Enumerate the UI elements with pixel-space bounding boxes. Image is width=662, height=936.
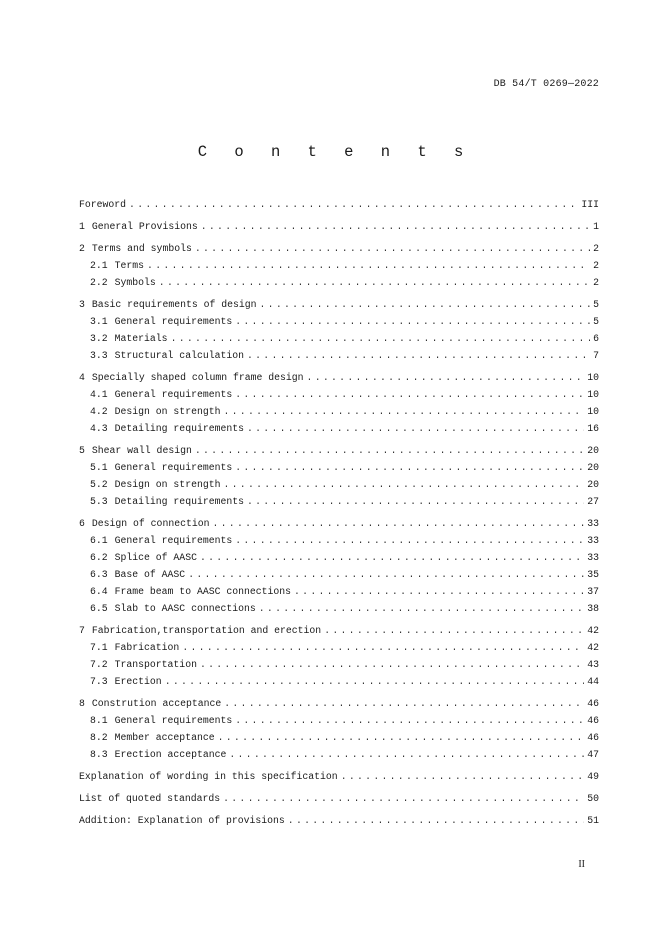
- toc-subsection-entry[interactable]: [79, 389, 599, 406]
- toc-chapter-entry[interactable]: [79, 221, 599, 238]
- toc-dot-leader: [218, 732, 585, 744]
- toc-entry-label: General requirements: [114, 462, 233, 473]
- toc-entry-page: 20: [587, 479, 599, 490]
- toc-chapter-entry[interactable]: [79, 625, 599, 642]
- toc-entry-page: III: [581, 199, 599, 210]
- toc-dot-leader: [247, 350, 590, 362]
- toc-entry-number: 4.3: [90, 423, 108, 434]
- toc-entry-label: List of quoted standards: [79, 793, 221, 804]
- toc-subsection-entry[interactable]: [79, 732, 599, 749]
- toc-subsection-entry[interactable]: [79, 333, 599, 350]
- toc-entry-page: 10: [587, 389, 599, 400]
- toc-dot-leader: [223, 793, 584, 805]
- toc-dot-leader: [212, 518, 584, 530]
- toc-dot-leader: [235, 462, 584, 474]
- toc-dot-leader: [165, 676, 585, 688]
- toc-entry-page: 44: [587, 676, 599, 687]
- toc-entry-page: 42: [587, 625, 599, 636]
- toc-entry-number: 8.2: [90, 732, 108, 743]
- toc-dot-leader: [195, 243, 590, 255]
- toc-entry-page: 46: [587, 698, 599, 709]
- toc-entry-label: Basic requirements of design: [91, 299, 257, 310]
- toc-entry-page: 2: [593, 260, 599, 271]
- toc-entry-number: 5.1: [90, 462, 108, 473]
- toc-entry-label: Design on strength: [114, 479, 221, 490]
- toc-entry-label: Structural calculation: [114, 350, 244, 361]
- toc-dot-leader: [307, 372, 585, 384]
- toc-entry-page: 35: [587, 569, 599, 580]
- toc-entry-number: 5: [79, 445, 85, 456]
- toc-entry-label: General Provisions: [91, 221, 198, 232]
- toc-entry-page: 2: [593, 243, 599, 254]
- toc-entry-number: 8: [79, 698, 85, 709]
- toc-subsection-entry[interactable]: [79, 586, 599, 603]
- toc-entry-label: Frame beam to AASC connections: [114, 586, 292, 597]
- toc-entry-number: 5.3: [90, 496, 108, 507]
- toc-dot-leader: [324, 625, 584, 637]
- toc-subsection-entry[interactable]: [79, 277, 599, 294]
- toc-entry-number: 8.1: [90, 715, 108, 726]
- toc-entry-page: 49: [587, 771, 599, 782]
- toc-entry-number: 8.3: [90, 749, 108, 760]
- toc-entry-label: General requirements: [114, 535, 233, 546]
- toc-dot-leader: [341, 771, 585, 783]
- toc-entry-number: 2.1: [90, 260, 108, 271]
- toc-dot-leader: [288, 815, 584, 827]
- toc-entry-label: Detailing requirements: [114, 496, 244, 507]
- toc-entry-page: 2: [593, 277, 599, 288]
- toc-entry-label: Erection: [114, 676, 162, 687]
- toc-entry-label: General requirements: [114, 389, 233, 400]
- toc-entry-number: 6.4: [90, 586, 108, 597]
- toc-entry-page: 47: [587, 749, 599, 760]
- toc-chapter-entry[interactable]: [79, 518, 599, 535]
- page-number: II: [578, 859, 585, 870]
- toc-entry-page: 7: [593, 350, 599, 361]
- toc-entry-page: 33: [587, 535, 599, 546]
- toc-entry-label: Transportation: [114, 659, 197, 670]
- toc-dot-leader: [235, 389, 584, 401]
- toc-entry-label: Erection acceptance: [114, 749, 227, 760]
- toc-chapter-entry[interactable]: [79, 299, 599, 316]
- toc-dot-leader: [223, 406, 584, 418]
- toc-entry-label: Materials: [114, 333, 168, 344]
- toc-subsection-entry[interactable]: [79, 569, 599, 586]
- toc-entry-page: 20: [587, 462, 599, 473]
- toc-subsection-entry[interactable]: [79, 642, 599, 659]
- toc-entry-page: 33: [587, 518, 599, 529]
- toc-entry-label: Base of AASC: [114, 569, 186, 580]
- toc-dot-leader: [129, 199, 578, 211]
- toc-entry-number: 6: [79, 518, 85, 529]
- toc-entry-page: 10: [587, 406, 599, 417]
- toc-entry-label: Detailing requirements: [114, 423, 244, 434]
- toc-entry-page: 5: [593, 316, 599, 327]
- toc-subsection-entry[interactable]: [79, 479, 599, 496]
- toc-entry-number: 3: [79, 299, 85, 310]
- toc-subsection-entry[interactable]: [79, 316, 599, 333]
- toc-chapter-entry[interactable]: [79, 815, 599, 832]
- toc-entry-page: 38: [587, 603, 599, 614]
- toc-dot-leader: [247, 496, 584, 508]
- toc-subsection-entry[interactable]: [79, 552, 599, 569]
- toc-entry-page: 43: [587, 659, 599, 670]
- toc-entry-number: 5.2: [90, 479, 108, 490]
- toc-chapter-entry[interactable]: [79, 445, 599, 462]
- toc-entry-label: General requirements: [114, 316, 233, 327]
- toc-entry-number: 4.1: [90, 389, 108, 400]
- toc-entry-label: Shear wall design: [91, 445, 192, 456]
- toc-dot-leader: [201, 221, 590, 233]
- toc-dot-leader: [200, 659, 584, 671]
- toc-entry-label: Slab to AASC connections: [114, 603, 256, 614]
- toc-entry-label: Fabrication,transportation and erection: [91, 625, 322, 636]
- toc-dot-leader: [235, 316, 590, 328]
- toc-chapter-entry[interactable]: [79, 243, 599, 260]
- toc-entry-label: Member acceptance: [114, 732, 215, 743]
- table-of-contents: [79, 199, 599, 832]
- toc-entry-page: 37: [587, 586, 599, 597]
- toc-entry-page: 10: [587, 372, 599, 383]
- toc-subsection-entry[interactable]: [79, 676, 599, 693]
- toc-entry-number: 4: [79, 372, 85, 383]
- toc-subsection-entry[interactable]: [79, 462, 599, 479]
- toc-entry-label: Symbols: [114, 277, 156, 288]
- toc-entry-number: 4.2: [90, 406, 108, 417]
- toc-entry-number: 7.1: [90, 642, 108, 653]
- toc-dot-leader: [159, 277, 590, 289]
- toc-subsection-entry[interactable]: [79, 423, 599, 440]
- toc-subsection-entry[interactable]: [79, 350, 599, 367]
- toc-entry-number: 1: [79, 221, 85, 232]
- toc-entry-number: 2.2: [90, 277, 108, 288]
- toc-chapter-entry[interactable]: [79, 793, 599, 810]
- toc-dot-leader: [229, 749, 584, 761]
- toc-entry-label: Specially shaped column frame design: [91, 372, 304, 383]
- toc-entry-number: 2: [79, 243, 85, 254]
- toc-entry-page: 33: [587, 552, 599, 563]
- toc-entry-number: 7.3: [90, 676, 108, 687]
- toc-entry-label: General requirements: [114, 715, 233, 726]
- toc-entry-label: Fabrication: [114, 642, 180, 653]
- toc-entry-number: 3.3: [90, 350, 108, 361]
- document-code: DB 54/T 0269—2022: [493, 79, 599, 90]
- toc-dot-leader: [247, 423, 584, 435]
- toc-entry-label: Design of connection: [91, 518, 210, 529]
- toc-entry-label: Splice of AASC: [114, 552, 197, 563]
- toc-entry-number: 6.1: [90, 535, 108, 546]
- toc-entry-page: 46: [587, 715, 599, 726]
- toc-subsection-entry[interactable]: [79, 715, 599, 732]
- toc-subsection-entry[interactable]: [79, 406, 599, 423]
- toc-entry-label: Terms and symbols: [91, 243, 192, 254]
- toc-entry-label: Terms: [114, 260, 145, 271]
- toc-entry-number: 6.3: [90, 569, 108, 580]
- toc-subsection-entry[interactable]: [79, 749, 599, 766]
- toc-entry-number: 7.2: [90, 659, 108, 670]
- toc-entry-page: 5: [593, 299, 599, 310]
- toc-entry-page: 42: [587, 642, 599, 653]
- toc-chapter-entry[interactable]: [79, 698, 599, 715]
- toc-subsection-entry[interactable]: [79, 659, 599, 676]
- toc-dot-leader: [235, 535, 584, 547]
- toc-entry-page: 16: [587, 423, 599, 434]
- toc-subsection-entry[interactable]: [79, 260, 599, 277]
- toc-dot-leader: [294, 586, 584, 598]
- toc-subsection-entry[interactable]: [79, 496, 599, 513]
- toc-dot-leader: [195, 445, 584, 457]
- toc-dot-leader: [171, 333, 591, 345]
- toc-entry-label: Constrution acceptance: [91, 698, 222, 709]
- toc-subsection-entry[interactable]: [79, 535, 599, 552]
- toc-entry-number: 6.2: [90, 552, 108, 563]
- toc-dot-leader: [223, 479, 584, 491]
- toc-entry-page: 27: [587, 496, 599, 507]
- toc-dot-leader: [259, 603, 584, 615]
- toc-subsection-entry[interactable]: [79, 603, 599, 620]
- toc-dot-leader: [260, 299, 591, 311]
- toc-entry-label: Design on strength: [114, 406, 221, 417]
- toc-entry-page: 1: [593, 221, 599, 232]
- toc-entry-page: 20: [587, 445, 599, 456]
- toc-entry-page: 46: [587, 732, 599, 743]
- toc-chapter-entry[interactable]: [79, 771, 599, 788]
- toc-entry-page: 6: [593, 333, 599, 344]
- toc-entry-number: 3.2: [90, 333, 108, 344]
- toc-entry-number: 6.5: [90, 603, 108, 614]
- toc-chapter-entry[interactable]: [79, 372, 599, 389]
- toc-entry-label: Foreword: [79, 199, 127, 210]
- toc-entry-page: 51: [587, 815, 599, 826]
- toc-entry-page: 50: [587, 793, 599, 804]
- toc-dot-leader: [224, 698, 584, 710]
- toc-entry-number: 7: [79, 625, 85, 636]
- toc-chapter-entry[interactable]: [79, 199, 599, 216]
- toc-dot-leader: [188, 569, 584, 581]
- toc-dot-leader: [200, 552, 584, 564]
- toc-entry-label: Explanation of wording in this specification: [79, 771, 338, 782]
- toc-dot-leader: [147, 260, 590, 272]
- toc-dot-leader: [235, 715, 584, 727]
- page-title: C o n t e n t s: [197, 143, 473, 161]
- toc-dot-leader: [182, 642, 584, 654]
- toc-entry-label: Addition: Explanation of provisions: [79, 815, 285, 826]
- toc-entry-number: 3.1: [90, 316, 108, 327]
